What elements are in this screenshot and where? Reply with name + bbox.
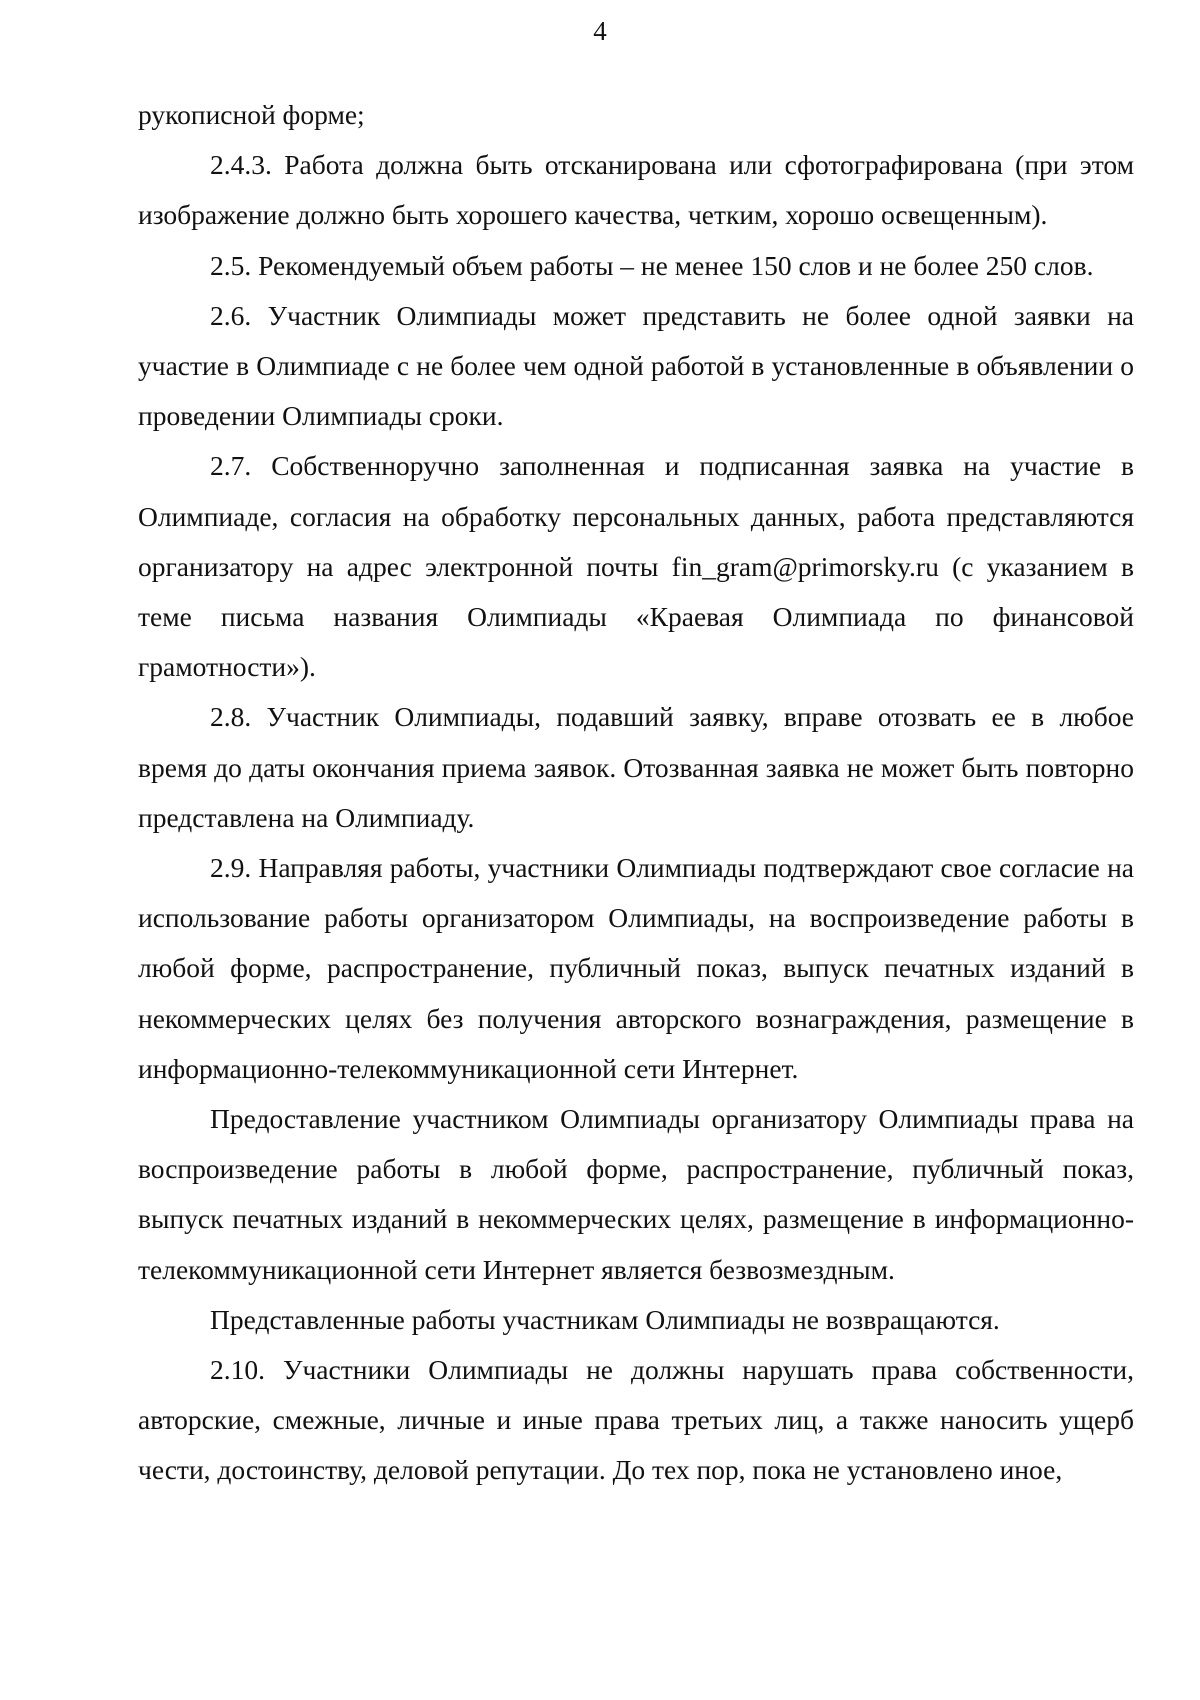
- paragraph-continuation: рукописной форме;: [138, 99, 365, 130]
- paragraph-2-5: 2.5. Рекомендуемый объем работы – не менее 150 слов и не более 250 слов.: [210, 249, 1094, 281]
- paragraph-2-10: 2.10. Участники Олимпиады не должны нарушать права собственности, авторские, смежные, личные и иные права третьих лиц, а также наносить ущерб чести, достоинству, деловой репутации. До тех пор, пока не установлено иное,: [138, 1354, 1134, 1486]
- paragraph-2-8: 2.8. Участник Олимпиады, подавший заявку, вправе отозвать ее в любое время до даты окончания приема заявок. Отозванная заявка не может быть повторно представлена на Олимпиаду.: [138, 701, 1134, 833]
- paragraph-rights-transfer: Предоставление участником Олимпиады организатору Олимпиады права на воспроизведение работы в любой форме, распространение, публичный показ, выпуск печатных изданий в некоммерческих целях, размещение в информационно-телекоммуникационной сети Интернет является безвозмездным.: [138, 1103, 1134, 1285]
- document-body: [138, 90, 1134, 1496]
- paragraph-no-return: Представленные работы участникам Олимпиады не возвращаются.: [210, 1303, 1000, 1335]
- paragraph-2-9: 2.9. Направляя работы, участники Олимпиады подтверждают свое согласие на использование работы организатором Олимпиады, на воспроизведение работы в любой форме, распространение, публичный показ, выпуск печатных изданий в некоммерческих целях без получения авторского вознаграждения, размещение в информационно-телекоммуникационной сети Интернет.: [138, 852, 1134, 1084]
- paragraph-2-7: 2.7. Собственноручно заполненная и подписанная заявка на участие в Олимпиаде, согласия на обработку персональных данных, работа представляются организатору на адрес электронной почты fin_gram@primorsky.ru (с указанием в теме письма названия Олимпиады «Краевая Олимпиада по финансовой грамотности»).: [138, 450, 1134, 683]
- page-number: 4: [593, 16, 607, 46]
- paragraph-2-6: 2.6. Участник Олимпиады может представить не более одной заявки на участие в Олимпиаде с не более чем одной работой в установленные в объявлении о проведении Олимпиады сроки.: [138, 299, 1134, 432]
- paragraph-2-4-3: 2.4.3. Работа должна быть отсканирована или сфотографирована (при этом изображение должно быть хорошего качества, четким, хорошо освещенным).: [138, 149, 1134, 231]
